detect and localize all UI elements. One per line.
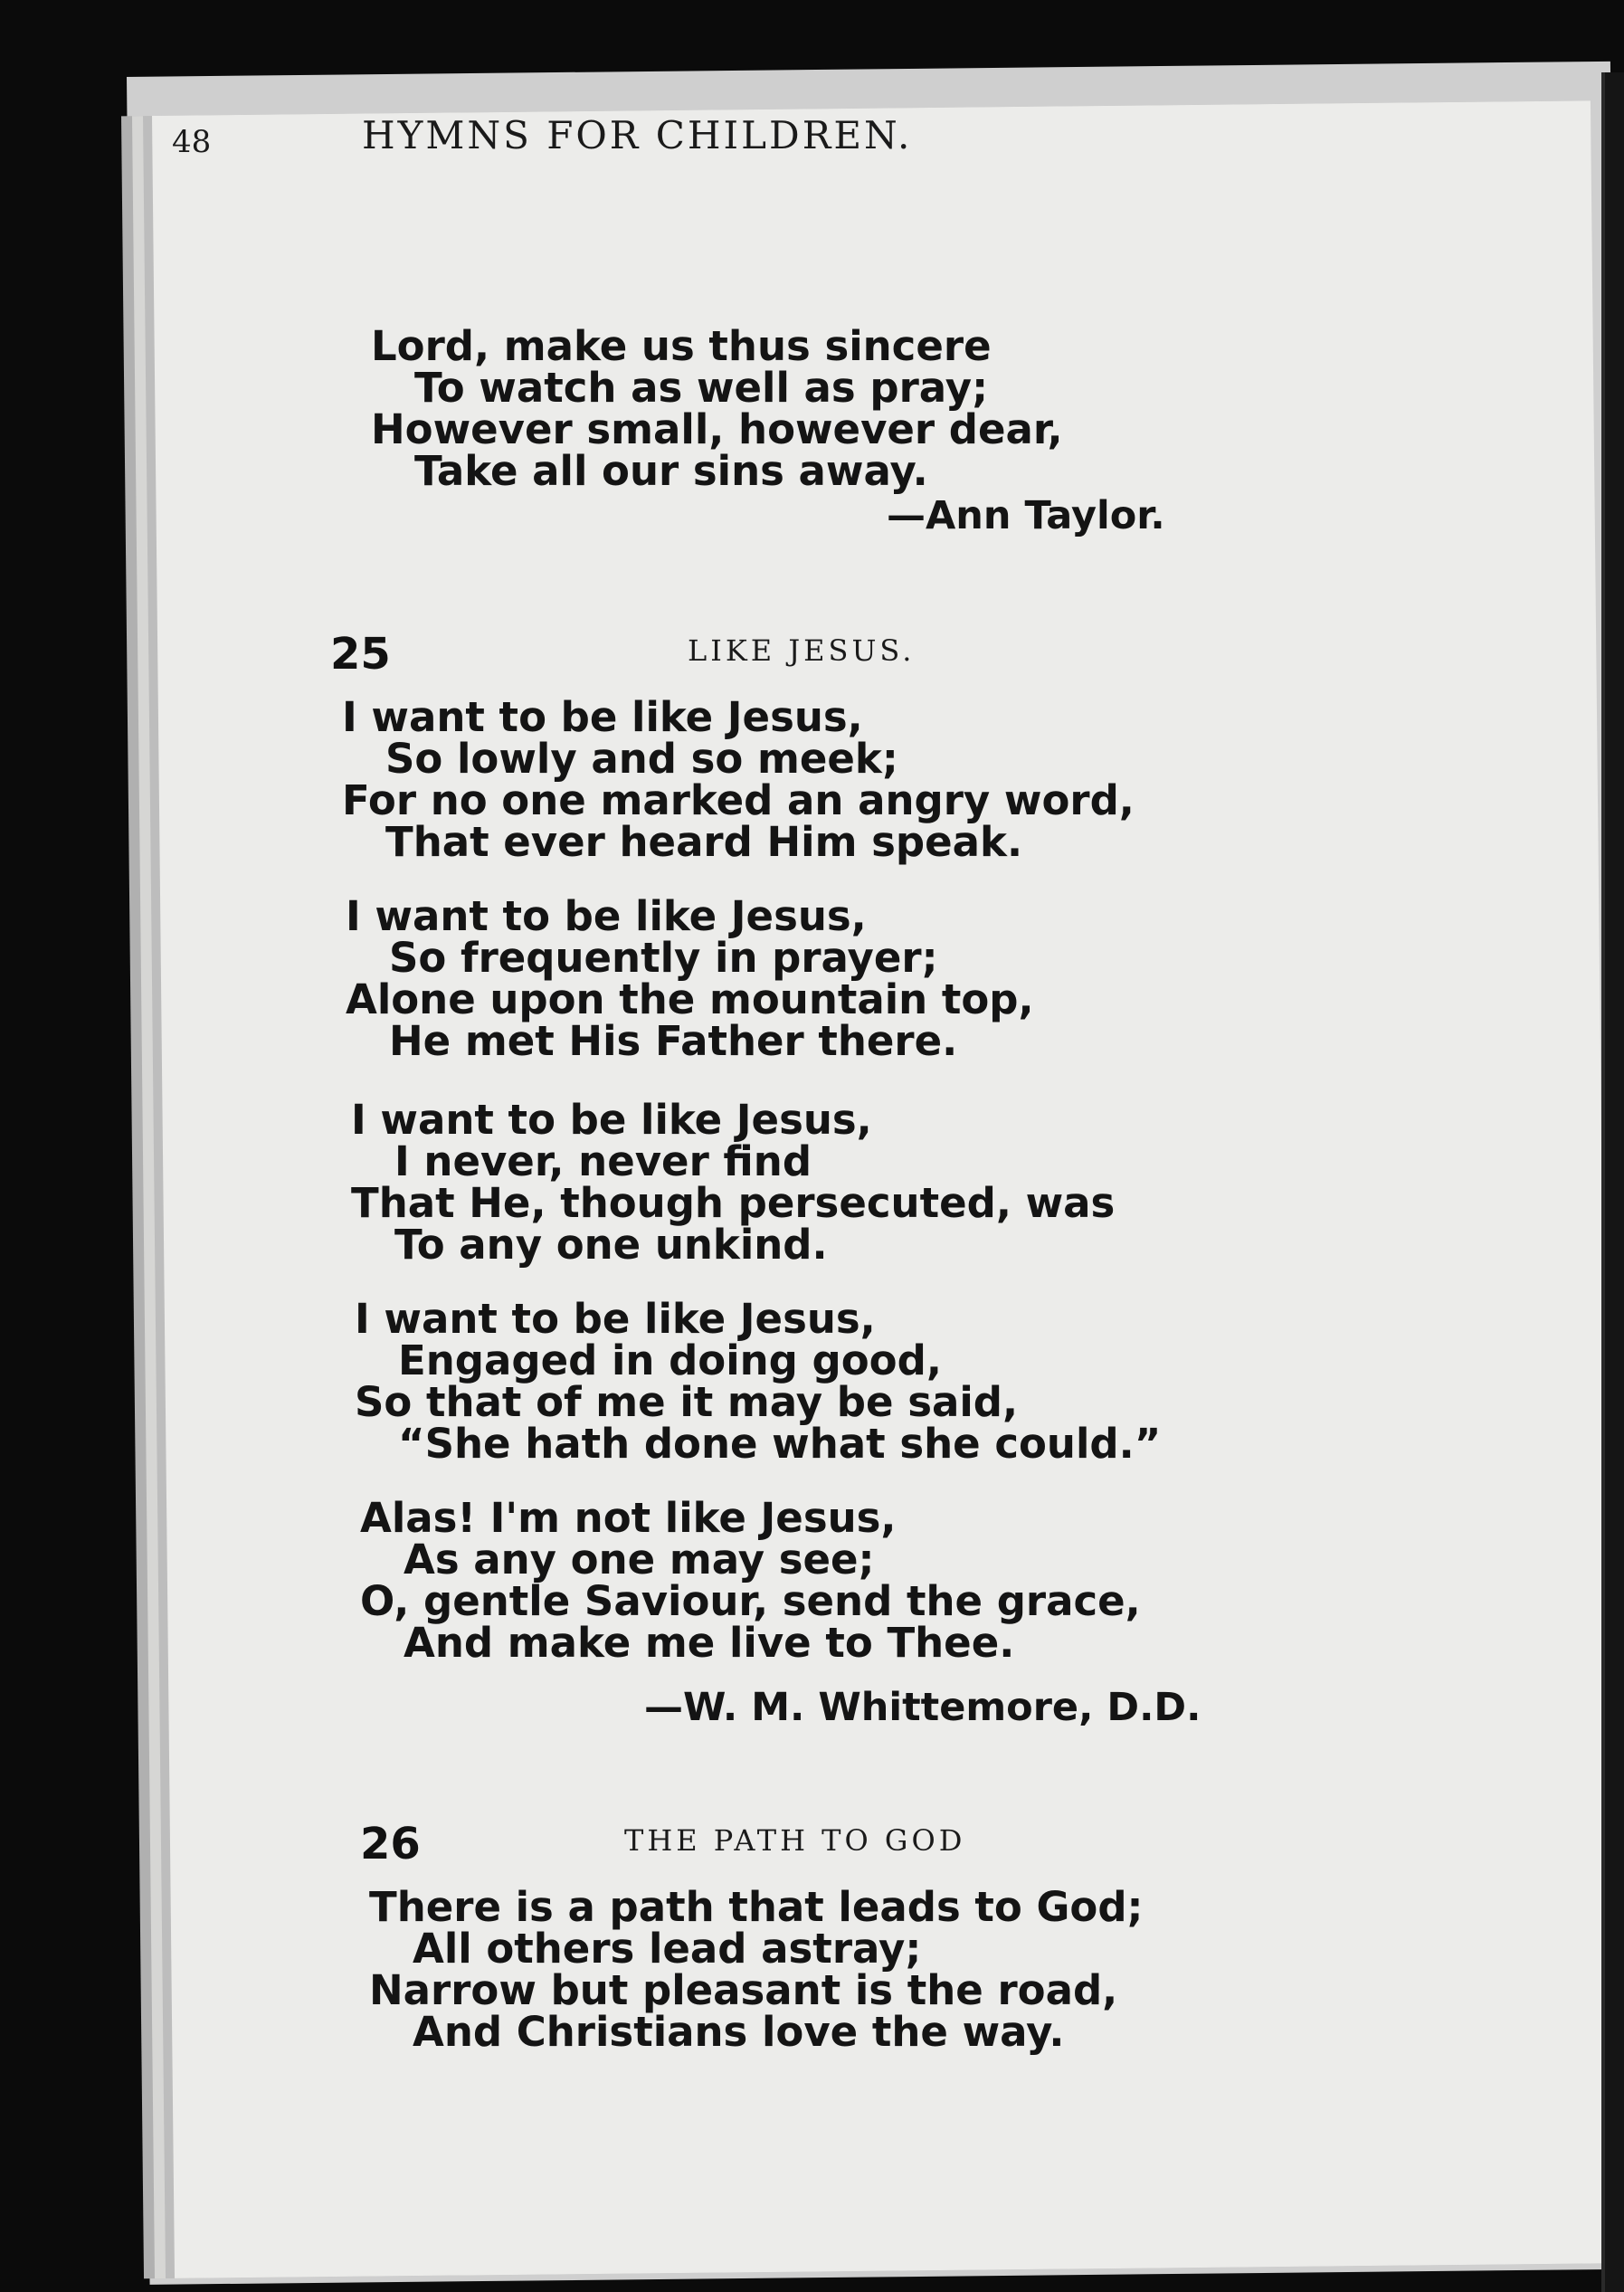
hymn-25-attribution: —W. M. Whittemore, D.D. [644,1685,1201,1730]
verse-line: I want to be like Jesus, [351,1096,872,1144]
hymn-25-stanza-1 [342,693,1135,866]
hymn-26-stanza-1 [369,1883,1144,2056]
hymn-25-stanza-4 [355,1295,1162,1468]
verse-line: There is a path that leads to God; [369,1883,1144,1931]
verse-line: Engaged in doing good, [398,1336,942,1384]
hymn-25-number: 25 [330,629,391,680]
hymn-25-title: LIKE JESUS. [688,633,916,668]
verse-line: So lowly and so meek; [385,735,898,783]
verse-line: So frequently in prayer; [389,934,938,982]
verse-line: However small, however dear, [371,405,1063,453]
verse-line: All others lead astray; [413,1925,922,1973]
verse-line: As any one may see; [404,1536,875,1583]
verse-line: And Christians love the way. [413,2008,1065,2056]
verse-line: He met His Father there. [389,1017,958,1065]
running-head: HYMNS FOR CHILDREN. [362,113,913,157]
hymn-25-stanza-5 [360,1494,1141,1667]
verse-line: Alas! I'm not like Jesus, [360,1494,897,1542]
verse-line: That ever heard Him speak. [385,818,1023,866]
verse-line: Alone upon the mountain top, [346,975,1034,1023]
page-header [172,113,1258,167]
verse-line: Narrow but pleasant is the road, [369,1966,1118,2014]
verse-line: To any one unkind. [394,1221,828,1269]
hymn-26-number: 26 [360,1819,421,1869]
verse-line: I want to be like Jesus, [342,693,863,741]
verse-line: O, gentle Saviour, send the grace, [360,1577,1141,1625]
hymn-25-stanza-2 [346,892,1034,1065]
verse-line: “She hath done what she could.” [398,1420,1162,1468]
hymn-24-final-stanza [371,322,1063,495]
verse-line: That He, though persecuted, was [351,1179,1116,1227]
verse-line: I want to be like Jesus, [355,1295,876,1343]
verse-line: Lord, make us thus sincere [371,322,992,370]
verse-line: Take all our sins away. [414,447,928,495]
page-number: 48 [172,124,212,160]
hymn-26-title: THE PATH TO GOD [624,1823,966,1858]
facing-page-edge [1601,72,1624,2292]
verse-line: To watch as well as pray; [414,364,989,412]
hymn-25-stanza-3 [351,1096,1116,1269]
verse-line: For no one marked an angry word, [342,776,1135,824]
hymn-24-attribution: —Ann Taylor. [887,493,1165,538]
verse-line: And make me live to Thee. [404,1619,1015,1667]
verse-line: I never, never find [394,1137,812,1185]
verse-line: So that of me it may be said, [355,1378,1019,1426]
verse-line: I want to be like Jesus, [346,892,867,940]
